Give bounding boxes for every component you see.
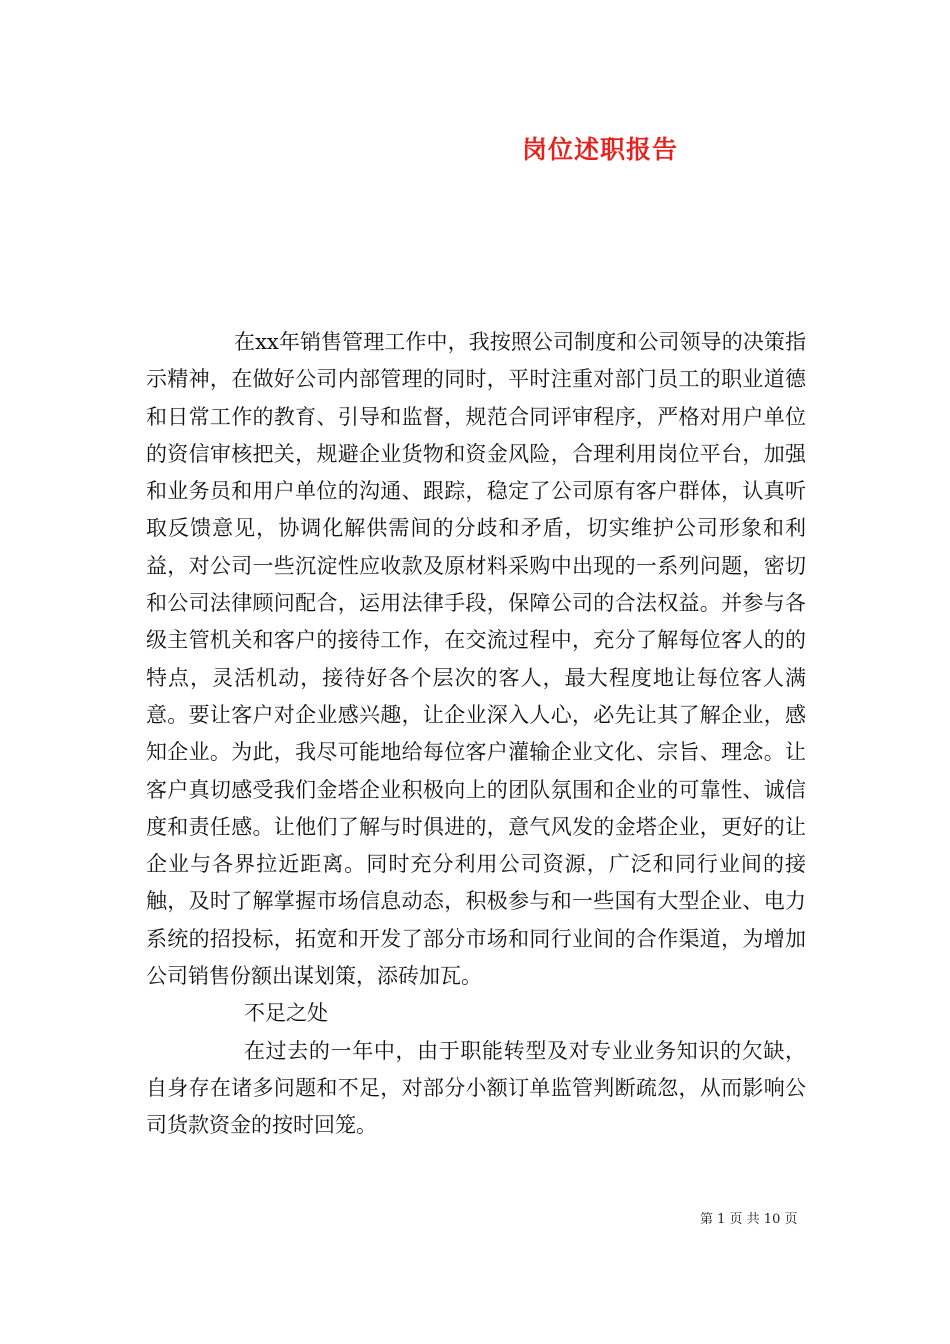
body-paragraph-shortcomings: 在过去的一年中，由于职能转型及对专业业务知识的欠缺，自身存在诸多问题和不足，对部分小额订单监管判断疏忽，从而影响公司货款资金的按时回笼。 (146, 1038, 806, 1138)
report-title: 岗位述职报告 (521, 135, 678, 164)
body-paragraph-work-summary: 在xx年销售管理工作中，我按照公司制度和公司领导的决策指示精神，在做好公司内部管理的同时，平时注重对部门员工的职业道德和日常工作的教育、引导和监督，规范合同评审程序，严格对用户单位的资信审核把关，规避企业货物和资金风险，合理利用岗位平台，加强和业务员和用户单位的沟通、跟踪，稳定了公司原有客户群体，认真听取反馈意见，协调化解供需间的分歧和矛盾，切实维护公司形象和利益，对公司一些沉淀性应收款及原材料采购中出现的一系列问题，密切和公司法律顾问配合，运用法律手段，保障公司的合法权益。并参与各级主管机关和客户的接待工作，在交流过程中，充分了解每位客人的的特点，灵活机动，接待好各个层次的客人，最大程度地让每位客人满意。要让客户对企业感兴趣，让企业深入人心，必先让其了解企业，感知企业。为此，我尽可能地给每位客户灌输企业文化、宗旨、理念。让客户真切感受我们金塔企业积极向上的团队氛围和企业的可靠性、诚信度和责任感。让他们了解与时俱进的，意气风发的金塔企业，更好的让企业与各界拉近距离。同时充分利用公司资源，广泛和同行业间的接触，及时了解掌握市场信息动态，积极参与和一些国有大型企业、电力系统的招投标，拓宽和开发了部分市场和同行业间的合作渠道，为增加公司销售份额出谋划策，添砖加瓦。 (146, 330, 806, 989)
report-body (146, 324, 806, 1145)
section-heading-shortcomings: 不足之处 (244, 1001, 328, 1026)
page-number-footer: 第 1 页 共 10 页 (700, 1212, 798, 1227)
